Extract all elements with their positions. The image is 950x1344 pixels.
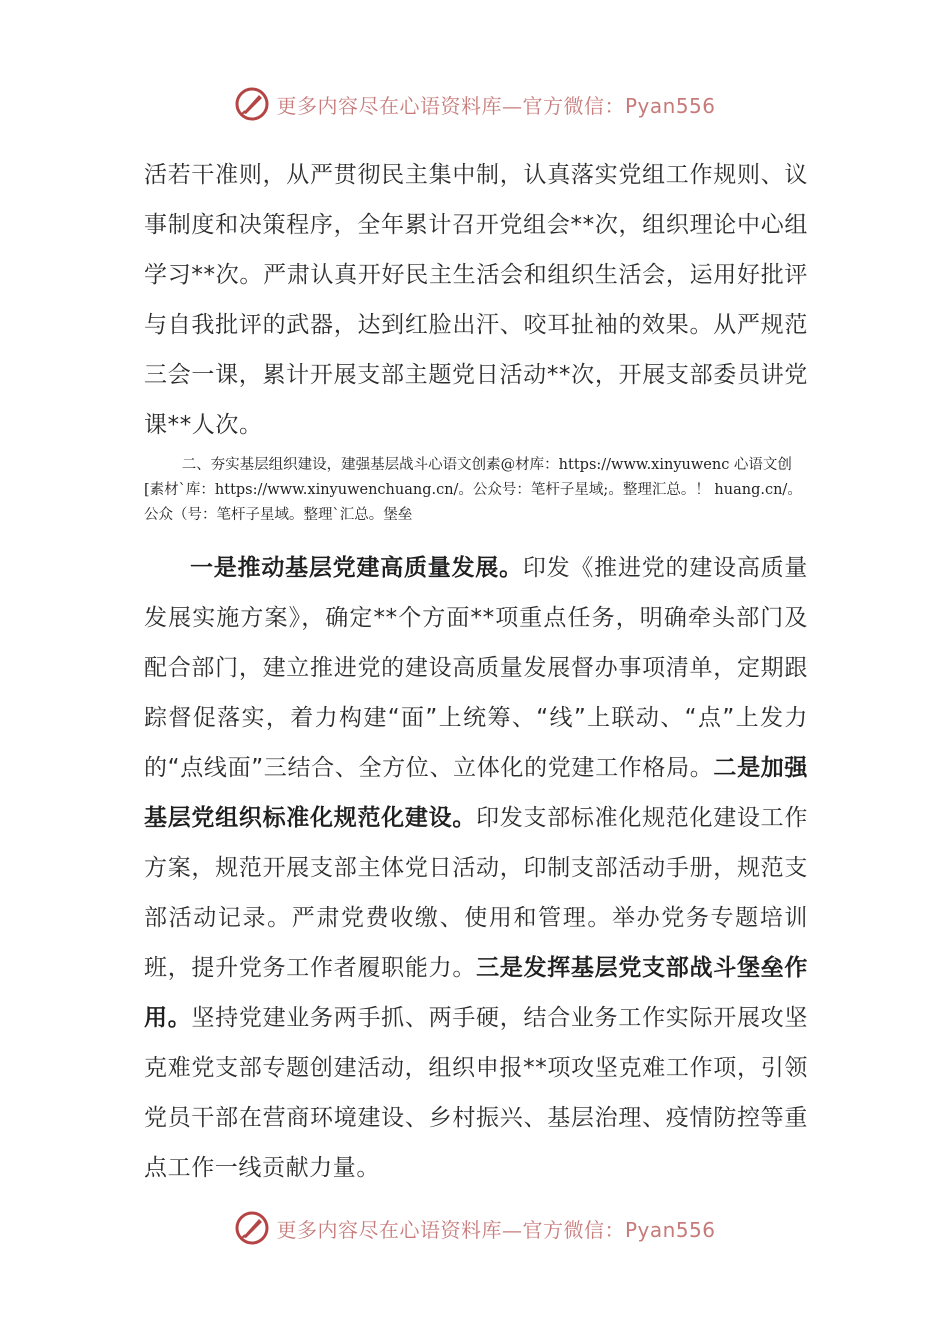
point-1-title: 一是推动基层党建高质量发展。	[190, 555, 523, 581]
section-heading: 二、夯实基层组织建设，建强基层战斗心语文创素@材库：https://www.xinyuwenc 心语文创[素材`库：https://www.xinyuwenchuang.cn/。公众号：笔杆子星域;。整理汇总。！ huang.cn/。公众（号：笔杆子星域。整理`汇总。堡垒	[144, 457, 802, 523]
banner-text	[276, 90, 715, 119]
point-2-title: 二是加强基层党组织标准化规范化建设。	[144, 755, 808, 831]
point-1-text: 印发《推进党的建设高质量发展实施方案》，确定**个方面**项重点任务，明确牵头部门及配合部门，建立推进党的建设高质量发展督办事项清单，定期跟踪督促落实，着力构建“面”上统筹、“线”上联动、“点”上发力的“点线面”三结合、全方位、立体化的党建工作格局。	[144, 555, 808, 781]
banner-wechat-id: Pyan556	[624, 93, 716, 118]
quill-logo-icon	[234, 1210, 270, 1246]
point-2-text: 印发支部标准化规范化建设工作方案，规范开展支部主体党日活动，印制支部活动手册，规范支部活动记录。严肃党费收缴、使用和管理。举办党务专题培训班，提升党务工作者履职能力。	[144, 805, 808, 981]
paragraph-2	[144, 543, 808, 1193]
footer-banner	[0, 1208, 950, 1248]
banner-wechat-id: Pyan556	[624, 1217, 716, 1242]
banner-slogan: 更多内容尽在心语资料库—官方微信：	[276, 93, 625, 118]
paragraph-1: 活若干准则，从严贯彻民主集中制，认真落实党组工作规则、议事制度和决策程序，全年累计召开党组会**次，组织理论中心组学习**次。严肃认真开好民主生活会和组织生活会，运用好批评与自我批评的武器，达到红脸出汗、咬耳扯袖的效果。从严规范三会一课，累计开展支部主题党日活动**次，开展支部委员讲党课**人次。	[144, 162, 808, 438]
banner-text	[276, 1214, 715, 1243]
point-3-text: 坚持党建业务两手抓、两手硬，结合业务工作实际开展攻坚克难党支部专题创建活动，组织申报**项攻坚克难工作项，引领党员干部在营商环境建设、乡村振兴、基层治理、疫情防控等重点工作一线贡献力量。	[144, 1005, 808, 1181]
paragraph-1-block	[144, 150, 808, 450]
quill-logo-icon	[234, 86, 270, 122]
banner-slogan: 更多内容尽在心语资料库—官方微信：	[276, 1217, 625, 1242]
point-3-title: 三是发挥基层党支部战斗堡垒作用。	[144, 955, 808, 1031]
paragraph-2-block	[144, 543, 808, 1193]
header-banner	[0, 84, 950, 124]
